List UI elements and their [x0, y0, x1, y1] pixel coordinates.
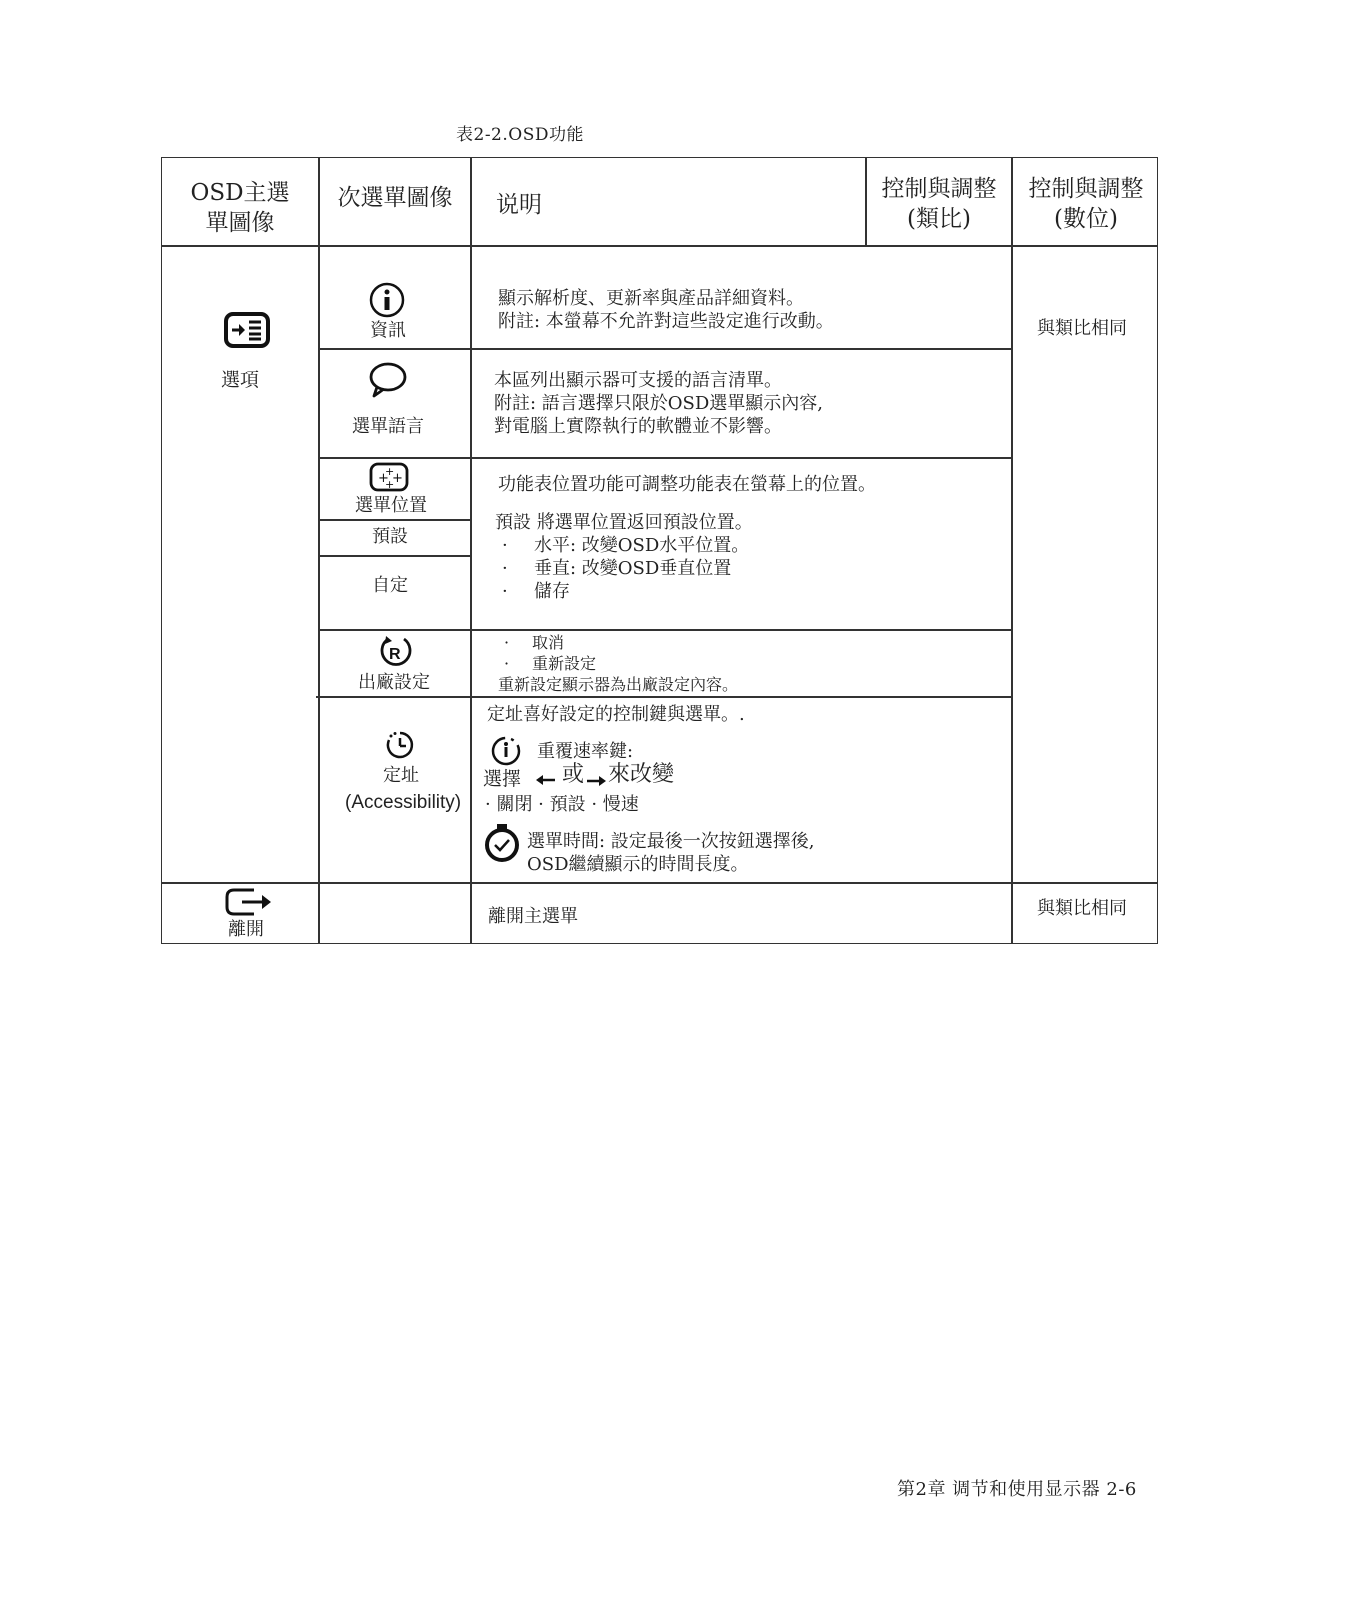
factory-desc: 重新設定顯示器為出廠設定內容。	[498, 675, 739, 694]
accessibility-label: 定址	[383, 765, 419, 786]
row-divider	[318, 348, 1012, 350]
info-desc-line2: 附註: 本螢幕不允許對這些設定進行改動。	[498, 311, 834, 332]
arrow-right-icon	[585, 774, 607, 788]
language-desc-line3: 對電腦上實際執行的軟體並不影響。	[494, 416, 782, 437]
row-divider	[318, 555, 470, 557]
language-desc-line2: 附註: 語言選擇只限於OSD選單顯示內容,	[494, 393, 824, 414]
position-bullet-horizontal: 水平: 改變OSD水平位置。	[534, 535, 750, 556]
info-icon	[368, 281, 406, 319]
header-digital	[1013, 174, 1159, 234]
row-divider	[318, 519, 470, 521]
header-analog	[867, 174, 1011, 234]
position-bullet-vertical: 垂直: 改變OSD垂直位置	[534, 558, 732, 579]
header-main-icon-line2: 單圖像	[205, 210, 275, 236]
row-divider	[162, 882, 1157, 884]
select-or: 或	[562, 762, 585, 787]
header-divider	[162, 245, 1157, 247]
svg-text:+: +	[385, 478, 395, 491]
info-label: 資訊	[370, 320, 406, 341]
menu-time-line1: 選單時間: 設定最後一次按鈕選擇後,	[527, 831, 815, 852]
header-analog-line1: 控制與調整	[881, 176, 997, 202]
col-divider	[1011, 158, 1013, 943]
options-icon	[222, 310, 272, 350]
position-desc-main: 功能表位置功能可調整功能表在螢幕上的位置。	[498, 474, 876, 495]
speech-bubble-icon	[367, 361, 409, 399]
position-default-label: 預設	[372, 526, 408, 547]
header-main-icon-line1: OSD主選	[190, 180, 290, 206]
select-prefix: 選擇	[483, 768, 522, 790]
header-sub-icon: 次選單圖像	[337, 185, 453, 211]
arrow-left-icon	[535, 773, 557, 787]
svg-text:R: R	[389, 646, 401, 663]
bullet-dot: ·	[504, 633, 510, 652]
exit-desc: 離開主選單	[488, 906, 578, 927]
svg-text:+: +	[392, 471, 403, 486]
language-label: 選單語言	[352, 416, 424, 437]
language-desc-line1: 本區列出顯示器可支援的語言清單。	[494, 370, 782, 391]
info-desc-line1: 顯示解析度、更新率與產品詳細資料。	[498, 288, 804, 309]
options-digital-note: 與類比相同	[1037, 318, 1127, 339]
exit-icon	[224, 886, 274, 918]
exit-digital-note: 與類比相同	[1037, 898, 1127, 919]
header-digital-line1: 控制與調整	[1028, 176, 1144, 202]
bullet-dot: ·	[502, 535, 508, 556]
position-custom-label: 自定	[372, 575, 408, 596]
page-footer: 第2章 调节和使用显示器 2-6	[897, 1479, 1137, 1500]
menu-time-line2: OSD繼續顯示的時間長度。	[527, 854, 749, 875]
table-caption: 表2-2.OSD功能	[456, 125, 584, 145]
reset-icon	[378, 634, 414, 670]
repeat-rate-label: 重覆速率鍵:	[537, 741, 634, 762]
options-label: 選項	[220, 369, 259, 391]
header-main-icon	[162, 178, 318, 238]
row-divider	[316, 696, 1012, 698]
svg-text:+: +	[385, 465, 395, 478]
accessibility-timer-icon	[384, 729, 416, 761]
col-divider	[318, 158, 320, 943]
osd-functions-table	[161, 157, 1158, 944]
repeat-options: · 關閉 · 預設 · 慢速	[485, 794, 639, 815]
position-bullet-save: 儲存	[534, 581, 570, 602]
accessibility-desc-intro: 定址喜好設定的控制鍵與選單。.	[487, 704, 745, 725]
accessibility-label-en: (Accessibility)	[345, 792, 462, 813]
position-desc-default: 預設 將選單位置返回預設位置。	[495, 512, 753, 533]
menu-time-icon	[483, 823, 521, 863]
factory-bullet-reset: 重新設定	[532, 654, 597, 673]
row-divider	[318, 629, 1012, 631]
bullet-dot: ·	[502, 558, 508, 579]
svg-text:+: +	[378, 471, 389, 486]
menu-position-icon	[369, 462, 409, 492]
factory-bullet-cancel: 取消	[532, 633, 565, 652]
exit-label: 離開	[228, 919, 264, 940]
header-description: 说明	[496, 192, 542, 218]
col-divider	[470, 158, 472, 943]
select-suffix: 來改變	[608, 762, 675, 787]
header-analog-line2: (類比)	[907, 206, 971, 232]
bullet-dot: ·	[504, 654, 510, 673]
position-label: 選單位置	[355, 495, 427, 516]
header-digital-line2: (數位)	[1054, 206, 1118, 232]
row-divider	[318, 457, 1012, 459]
repeat-rate-icon	[489, 733, 523, 767]
factory-label: 出廠設定	[358, 672, 430, 693]
bullet-dot: ·	[502, 581, 508, 602]
